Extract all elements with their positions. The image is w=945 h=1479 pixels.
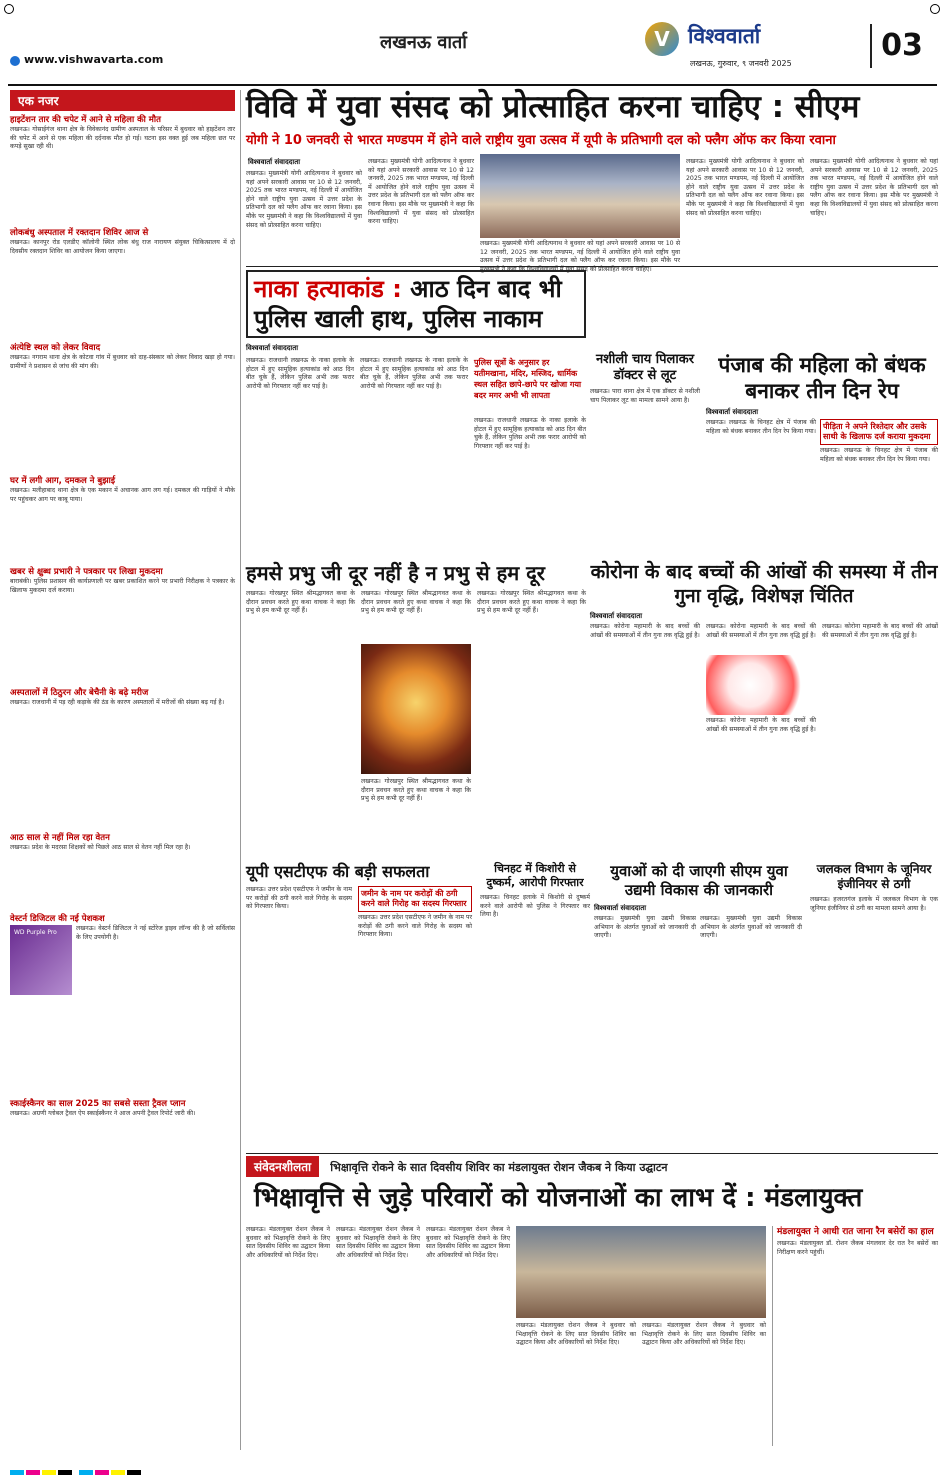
bottom-side-headline: मंडलायुक्त ने आधी रात जाना रैन बसेरों का हाल bbox=[777, 1227, 934, 1237]
bottom-side-body: लखनऊ। मंडलायुक्त डॉ. रोशन जैकब मंगलवार देर रात रैन बसेरों का निरीक्षण करने पहुंचीं। bbox=[777, 1240, 938, 1256]
brief-4 bbox=[10, 567, 235, 684]
prabhu-body-col-3: लखनऊ। गोरखपुर स्थित श्रीमद्भागवत कथा के दौरान प्रवचन करते हुए कथा वाचक ने कहा कि प्रभु से हम कभी दूर नहीं हैं। bbox=[361, 778, 471, 803]
chinhat-body: लखनऊ। चिनहट इलाके में किशोरी से दुष्कर्म करने वाले आरोपी को पुलिस ने गिरफ्तार कर लिया है। bbox=[480, 894, 590, 919]
website-icon bbox=[10, 56, 20, 66]
naka-body-col-3: लखनऊ। राजधानी लखनऊ के नाका इलाके के होटल में हुए सामूहिक हत्याकांड को आठ दिन बीत चुके हैं, लेकिन पुलिस अभी तक फरार आरोपी को गिरफ्तार नहीं कर पाई है। bbox=[474, 417, 586, 450]
brand-name: विश्ववार्ता bbox=[688, 24, 761, 48]
brief-headline: वेस्टर्न डिजिटल की नई पेशकश bbox=[10, 914, 105, 924]
stf-body-col-2: लखनऊ। उत्तर प्रदेश एसटीएफ ने जमीन के नाम पर करोड़ों की ठगी करने वाले गिरोह के सदस्य को गिरफ्तार किया। bbox=[358, 914, 472, 939]
lead-rule bbox=[246, 266, 938, 267]
brief-headline: हाइटेंशन तार की चपेट में आने से महिला की मौत bbox=[10, 115, 161, 125]
naka-pull-quote: पुलिस सूत्रों के अनुसार हर यतीमखाना, मंदिर, मस्जिद, धार्मिक स्थल सहित छापे-छापे पर खोजा गया बदर मगर अभी भी लापता bbox=[474, 358, 582, 400]
brief-0 bbox=[10, 115, 235, 224]
brief-5 bbox=[10, 688, 235, 829]
brief-body: लखनऊ। अग्रणी ग्लोबल ट्रैवल ऐप स्काईस्कैनर ने आज अपनी ट्रैवल रिपोर्ट जारी की। bbox=[10, 1110, 196, 1117]
bottom-body-col-5: लखनऊ। मंडलायुक्त रोशन जैकब ने बुधवार को भिक्षावृत्ति रोकने के लिए सात दिवसीय शिविर का उद्घाटन किया और अधिकारियों को निर्देश दिए। bbox=[642, 1322, 766, 1347]
lead-photo bbox=[480, 154, 680, 238]
punjab-box: पीड़िता ने अपने रिश्तेदार और उसके साथी के खिलाफ दर्ज कराया मुकदमा bbox=[820, 419, 938, 445]
stf-body-col-1: लखनऊ। उत्तर प्रदेश एसटीएफ ने जमीन के नाम पर करोड़ों की ठगी करने वाले गिरोह के सदस्य को गिरफ्तार किया। bbox=[246, 886, 352, 911]
engineer-headline: जलकल विभाग के जूनियर इंजीनियर से ठगी bbox=[816, 862, 932, 891]
masthead bbox=[0, 18, 945, 76]
punjab-body-col-2: लखनऊ। लखनऊ के चिनहट क्षेत्र में पंजाब की महिला को बंधक बनाकर तीन दिन रेप किया गया। bbox=[820, 447, 938, 463]
brand-logo: V bbox=[645, 22, 679, 56]
punjab-story bbox=[706, 352, 938, 550]
brief-headline: आठ साल से नहीं मिल रहा वेतन bbox=[10, 833, 110, 843]
lead-body-col-4: लखनऊ। मुख्यमंत्री योगी आदित्यनाथ ने बुधवार को यहां अपने सरकारी आवास पर 10 से 12 जनवरी, 2025 तक भारत मण्डपम, नई दिल्ली में आयोजित होने वाले राष्ट्रीय युवा उत्सव में उत्तर प्रदेश के प्रतिभागी दल को फ्लैग ऑफ कर रवाना किया। इस मौके पर मुख्यमंत्री ने कहा कि विश्वविद्यालयों में युवा संसद को प्रोत्साहित करना चाहिए। bbox=[810, 158, 938, 217]
lead-caption: लखनऊ। मुख्यमंत्री योगी आदित्यनाथ ने बुधवार को यहां अपने सरकारी आवास पर 10 से 12 जनवरी, 2025 तक भारत मण्डपम, नई दिल्ली में आयोजित होने वाले राष्ट्रीय युवा उत्सव में उत्तर प्रदेश के प्रतिभागी दल को फ्लैग ऑफ कर रवाना किया। इस मौके पर मुख्यमंत्री ने कहा कि विश्वविद्यालयों में युवा संसद को प्रोत्साहित करना चाहिए। bbox=[480, 240, 680, 273]
section-title: लखनऊ वार्ता bbox=[380, 32, 467, 53]
brief-body: लखनऊ। मलीहाबाद थाना क्षेत्र के एक मकान में अचानक आग लग गई। दमकल की गाड़ियों ने मौके पर पहुंचकर आग पर काबू पाया। bbox=[10, 487, 235, 503]
youth-story bbox=[594, 862, 804, 1148]
stf-headline: यूपी एसटीएफ की बड़ी सफलता bbox=[246, 862, 430, 881]
color-registration-strip bbox=[10, 1460, 935, 1468]
brief-body: लखनऊ। कानपुर रोड एलडीए कॉलोनी स्थित लोक बंधु राज नारायण संयुक्त चिकित्सालय में दो दिवसीय रक्तदान शिविर का आयोजन किया जाएगा। bbox=[10, 239, 235, 255]
punjab-byline: विश्ववार्ता संवाददाता bbox=[706, 408, 759, 416]
punjab-body-col-1: लखनऊ। लखनऊ के चिनहट क्षेत्र में पंजाब की महिला को बंधक बनाकर तीन दिन रेप किया गया। bbox=[706, 419, 816, 435]
brief-headline: लोकबंधु अस्पताल में रक्तदान शिविर आज से bbox=[10, 228, 149, 238]
lead-story bbox=[246, 88, 938, 273]
brief-headline: अंत्येष्टि स्थल को लेकर विवाद bbox=[10, 343, 101, 353]
corona-body-col-3: लखनऊ। कोरोना महामारी के बाद बच्चों की आंखों की समस्याओं में तीन गुना तक वृद्धि हुई है। bbox=[706, 717, 816, 733]
corona-body-col-2: लखनऊ। कोरोना महामारी के बाद बच्चों की आंखों की समस्याओं में तीन गुना तक वृद्धि हुई है। bbox=[706, 623, 816, 639]
stf-box: जमीन के नाम पर करोड़ों की ठगी करने वाले गिरोह का सदस्य गिरफ्तार bbox=[358, 886, 472, 912]
corona-headline: कोरोना के बाद बच्चों की आंखों की समस्या में तीन गुना वृद्धि, विशेषज्ञ चिंतित bbox=[590, 561, 938, 607]
prabhu-body-col-1: लखनऊ। गोरखपुर स्थित श्रीमद्भागवत कथा के दौरान प्रवचन करते हुए कथा वाचक ने कहा कि प्रभु से हम कभी दूर नहीं हैं। bbox=[246, 590, 355, 615]
stf-story bbox=[246, 862, 476, 1148]
naka-byline: विश्ववार्ता संवाददाता bbox=[246, 344, 299, 352]
youth-headline: युवाओं को दी जाएगी सीएम युवा उद्यमी विकास की जानकारी bbox=[610, 862, 788, 899]
corona-byline: विश्ववार्ता संवाददाता bbox=[590, 612, 643, 620]
naka-body-col-2: लखनऊ। राजधानी लखनऊ के नाका इलाके के होटल में हुए सामूहिक हत्याकांड को आठ दिन बीत चुके हैं, लेकिन पुलिस अभी तक फरार आरोपी को गिरफ्तार नहीं कर पाई है। bbox=[360, 357, 468, 390]
bottom-kicker-bar bbox=[246, 1153, 938, 1175]
prabhu-headline: हमसे प्रभु जी दूर नहीं है न प्रभु से हम दूर bbox=[246, 561, 545, 585]
prabhu-body-col-4: लखनऊ। गोरखपुर स्थित श्रीमद्भागवत कथा के दौरान प्रवचन करते हुए कथा वाचक ने कहा कि प्रभु से हम कभी दूर नहीं हैं। bbox=[477, 590, 586, 615]
youth-byline: विश्ववार्ता संवाददाता bbox=[594, 904, 647, 912]
bottom-body-col-3: लखनऊ। मंडलायुक्त रोशन जैकब ने बुधवार को भिक्षावृत्ति रोकने के लिए सात दिवसीय शिविर का उद्घाटन किया और अधिकारियों को निर्देश दिए। bbox=[426, 1226, 510, 1259]
brief-body: लखनऊ। राजधानी में पड़ रही कड़ाके की ठंड के कारण अस्पतालों में मरीजों की संख्या बढ़ गई है। bbox=[10, 699, 225, 706]
naka-headline-kicker: नाका हत्याकांड : bbox=[254, 275, 402, 303]
brief-headline: खबर से क्षुब्ध प्रभारी ने पत्रकार पर लिखा मुकदमा bbox=[10, 567, 163, 577]
brief-6 bbox=[10, 833, 235, 910]
virus-illustration bbox=[706, 655, 816, 715]
engineer-body: लखनऊ। हजरतगंज इलाके में जलकल विभाग के एक जूनियर इंजीनियर से ठगी का मामला सामने आया है। bbox=[810, 896, 938, 912]
chinhat-headline: चिनहट में किशोरी से दुष्कर्म, आरोपी गिरफ्तार bbox=[486, 862, 584, 889]
brief-body: लखनऊ। वेस्टर्न डिजिटल ने नई स्टोरेज ड्राइव लॉन्च की है जो सर्विलांस के लिए उपयोगी है। bbox=[76, 925, 235, 941]
brief-7 bbox=[10, 914, 235, 1095]
bottom-headline: भिक्षावृत्ति से जुड़े परिवारों को योजनाओं का लाभ दें : मंडलायुक्त bbox=[254, 1183, 863, 1213]
lead-byline: विश्ववार्ता संवाददाता bbox=[248, 158, 301, 166]
brief-2 bbox=[10, 343, 235, 472]
punjab-headline: पंजाब की महिला को बंधक बनाकर तीन दिन रेप bbox=[718, 353, 926, 403]
lead-body-col-1: लखनऊ। मुख्यमंत्री योगी आदित्यनाथ ने बुधवार को यहां अपने सरकारी आवास पर 10 से 12 जनवरी, 2025 तक भारत मण्डपम, नई दिल्ली में आयोजित होने वाले राष्ट्रीय युवा उत्सव में उत्तर प्रदेश के प्रतिभागी दल को फ्लैग ऑफ कर रवाना किया। इस मौके पर मुख्यमंत्री ने कहा कि विश्वविद्यालयों में युवा संसद को प्रोत्साहित करना चाहिए। bbox=[246, 170, 362, 229]
brief-body: बाराबंकी। पुलिस प्रशासन की कार्यप्रणाली पर खबर प्रकाशित करने पर प्रभारी निरीक्षक ने पत्रकार के खिलाफ मुकदमा दर्ज कराया। bbox=[10, 578, 235, 594]
naka-body-col-1: लखनऊ। राजधानी लखनऊ के नाका इलाके के होटल में हुए सामूहिक हत्याकांड को आठ दिन बीत चुके हैं, लेकिन पुलिस अभी तक फरार आरोपी को गिरफ्तार नहीं कर पाई है। bbox=[246, 357, 354, 390]
youth-body-col-2: लखनऊ। मुख्यमंत्री युवा उद्यमी विकास अभियान के अंतर्गत युवाओं को जानकारी दी जाएगी। bbox=[700, 915, 802, 940]
tea-story bbox=[590, 352, 700, 550]
left-column bbox=[10, 90, 235, 1450]
brief-headline: स्काईस्कैनर का साल 2025 का सबसे सस्ता ट्रैवल प्लान bbox=[10, 1099, 186, 1109]
bottom-kicker: भिक्षावृत्ति रोकने के सात दिवसीय शिविर का मंडलायुक्त रोशन जैकब ने किया उद्घाटन bbox=[330, 1161, 668, 1174]
bottom-side-story bbox=[772, 1226, 938, 1446]
prabhu-story bbox=[246, 560, 586, 850]
brief-body: लखनऊ। गोसाईगंज थाना क्षेत्र के विवेकानंद ग्रामीण अस्पताल के परिसर में बुधवार को हाइटेंशन तार की चपेट में आने से एक महिला की दर्दनाक मौत हो गई। घटना इस वक्त हुई जब महिला छत पर कपड़े सुखा रही थी। bbox=[10, 126, 235, 151]
lead-headline: विवि में युवा संसद को प्रोत्साहित करना चाहिए : सीएम bbox=[246, 89, 860, 125]
corona-body-col-4: लखनऊ। कोरोना महामारी के बाद बच्चों की आंखों की समस्याओं में तीन गुना तक वृद्धि हुई है। bbox=[822, 623, 938, 639]
registration-mark-top-left bbox=[4, 4, 14, 14]
tea-body: लखनऊ। पारा थाना क्षेत्र में एक डॉक्टर से नशीली चाय पिलाकर लूट का मामला सामने आया है। bbox=[590, 388, 700, 404]
bottom-photo bbox=[516, 1226, 766, 1318]
naka-headline bbox=[246, 270, 586, 338]
chinhat-story bbox=[480, 862, 590, 1148]
corona-story bbox=[590, 560, 938, 850]
youth-body-col-1: लखनऊ। मुख्यमंत्री युवा उद्यमी विकास अभियान के अंतर्गत युवाओं को जानकारी दी जाएगी। bbox=[594, 915, 696, 940]
page-number: 03 bbox=[881, 28, 923, 63]
lead-body-col-2: लखनऊ। मुख्यमंत्री योगी आदित्यनाथ ने बुधवार को यहां अपने सरकारी आवास पर 10 से 12 जनवरी, 2025 तक भारत मण्डपम, नई दिल्ली में आयोजित होने वाले राष्ट्रीय युवा उत्सव में उत्तर प्रदेश के प्रतिभागी दल को फ्लैग ऑफ कर रवाना किया। इस मौके पर मुख्यमंत्री ने कहा कि विश्वविद्यालयों में युवा संसद को प्रोत्साहित करना चाहिए। bbox=[368, 158, 474, 226]
dateline: लखनऊ, गुरुवार, ९ जनवरी 2025 bbox=[690, 59, 792, 68]
brief-1 bbox=[10, 228, 235, 339]
brief-headline: अस्पतालों में ठिठुरन और बेचैनी के बढ़े मरीज bbox=[10, 688, 149, 698]
deity-photo bbox=[361, 644, 471, 774]
brief-body: लखनऊ। नगराम थाना क्षेत्र के कोटवा गांव में बुधवार को दाह-संस्कार को लेकर विवाद खड़ा हो गया। ग्रामीणों ने प्रशासन से जांच की मांग की। bbox=[10, 354, 235, 370]
brief-headline: घर में लगी आग, दमकल ने बुझाई bbox=[10, 476, 116, 486]
page-number-box bbox=[870, 24, 932, 68]
registration-mark-top-right bbox=[930, 4, 940, 14]
product-image: WD Purple Pro bbox=[10, 925, 72, 995]
bottom-body-col-4: लखनऊ। मंडलायुक्त रोशन जैकब ने बुधवार को भिक्षावृत्ति रोकने के लिए सात दिवसीय शिविर का उद्घाटन किया और अधिकारियों को निर्देश दिए। bbox=[516, 1322, 636, 1347]
masthead-rule bbox=[8, 84, 937, 86]
bottom-body-col-2: लखनऊ। मंडलायुक्त रोशन जैकब ने बुधवार को भिक्षावृत्ति रोकने के लिए सात दिवसीय शिविर का उद्घाटन किया और अधिकारियों को निर्देश दिए। bbox=[336, 1226, 420, 1259]
corona-body-col-1: लखनऊ। कोरोना महामारी के बाद बच्चों की आंखों की समस्याओं में तीन गुना तक वृद्धि हुई है। bbox=[590, 623, 700, 639]
prabhu-body-col-2: लखनऊ। गोरखपुर स्थित श्रीमद्भागवत कथा के दौरान प्रवचन करते हुए कथा वाचक ने कहा कि प्रभु से हम कभी दूर नहीं हैं। bbox=[361, 590, 471, 615]
website-link[interactable]: www.vishwavarta.com bbox=[24, 53, 164, 66]
brief-8 bbox=[10, 1099, 235, 1280]
bottom-story bbox=[246, 1226, 938, 1452]
naka-headline-text: आठ दिन बाद भी पुलिस खाली हाथ, पुलिस नाकाम bbox=[254, 275, 562, 333]
lead-body-col-3: लखनऊ। मुख्यमंत्री योगी आदित्यनाथ ने बुधवार को यहां अपने सरकारी आवास पर 10 से 12 जनवरी, 2025 तक भारत मण्डपम, नई दिल्ली में आयोजित होने वाले राष्ट्रीय युवा उत्सव में उत्तर प्रदेश के प्रतिभागी दल को फ्लैग ऑफ कर रवाना किया। इस मौके पर मुख्यमंत्री ने कहा कि विश्वविद्यालयों में युवा संसद को प्रोत्साहित करना चाहिए। bbox=[686, 158, 804, 217]
bottom-body-col-1: लखनऊ। मंडलायुक्त रोशन जैकब ने बुधवार को भिक्षावृत्ति रोकने के लिए सात दिवसीय शिविर का उद्घाटन किया और अधिकारियों को निर्देश दिए। bbox=[246, 1226, 330, 1259]
ek-nazar-label: एक नजर bbox=[10, 90, 235, 111]
naka-story bbox=[246, 270, 586, 550]
column-divider bbox=[240, 90, 241, 1450]
brief-body: लखनऊ। प्रदेश के मदरसा शिक्षकों को पिछले आठ साल से वेतन नहीं मिल रहा है। bbox=[10, 844, 191, 851]
lead-deck: योगी ने 10 जनवरी से भारत मण्डपम में होने वाले राष्ट्रीय युवा उत्सव में यूपी के प्रतिभागी दल को फ्लैग ऑफ कर किया रवाना bbox=[246, 133, 836, 148]
engineer-story bbox=[810, 862, 938, 1148]
tea-headline: नशीली चाय पिलाकर डॉक्टर से लूट bbox=[595, 352, 695, 383]
brief-3 bbox=[10, 476, 235, 563]
bottom-label: संवेदनशीलता bbox=[246, 1156, 319, 1177]
